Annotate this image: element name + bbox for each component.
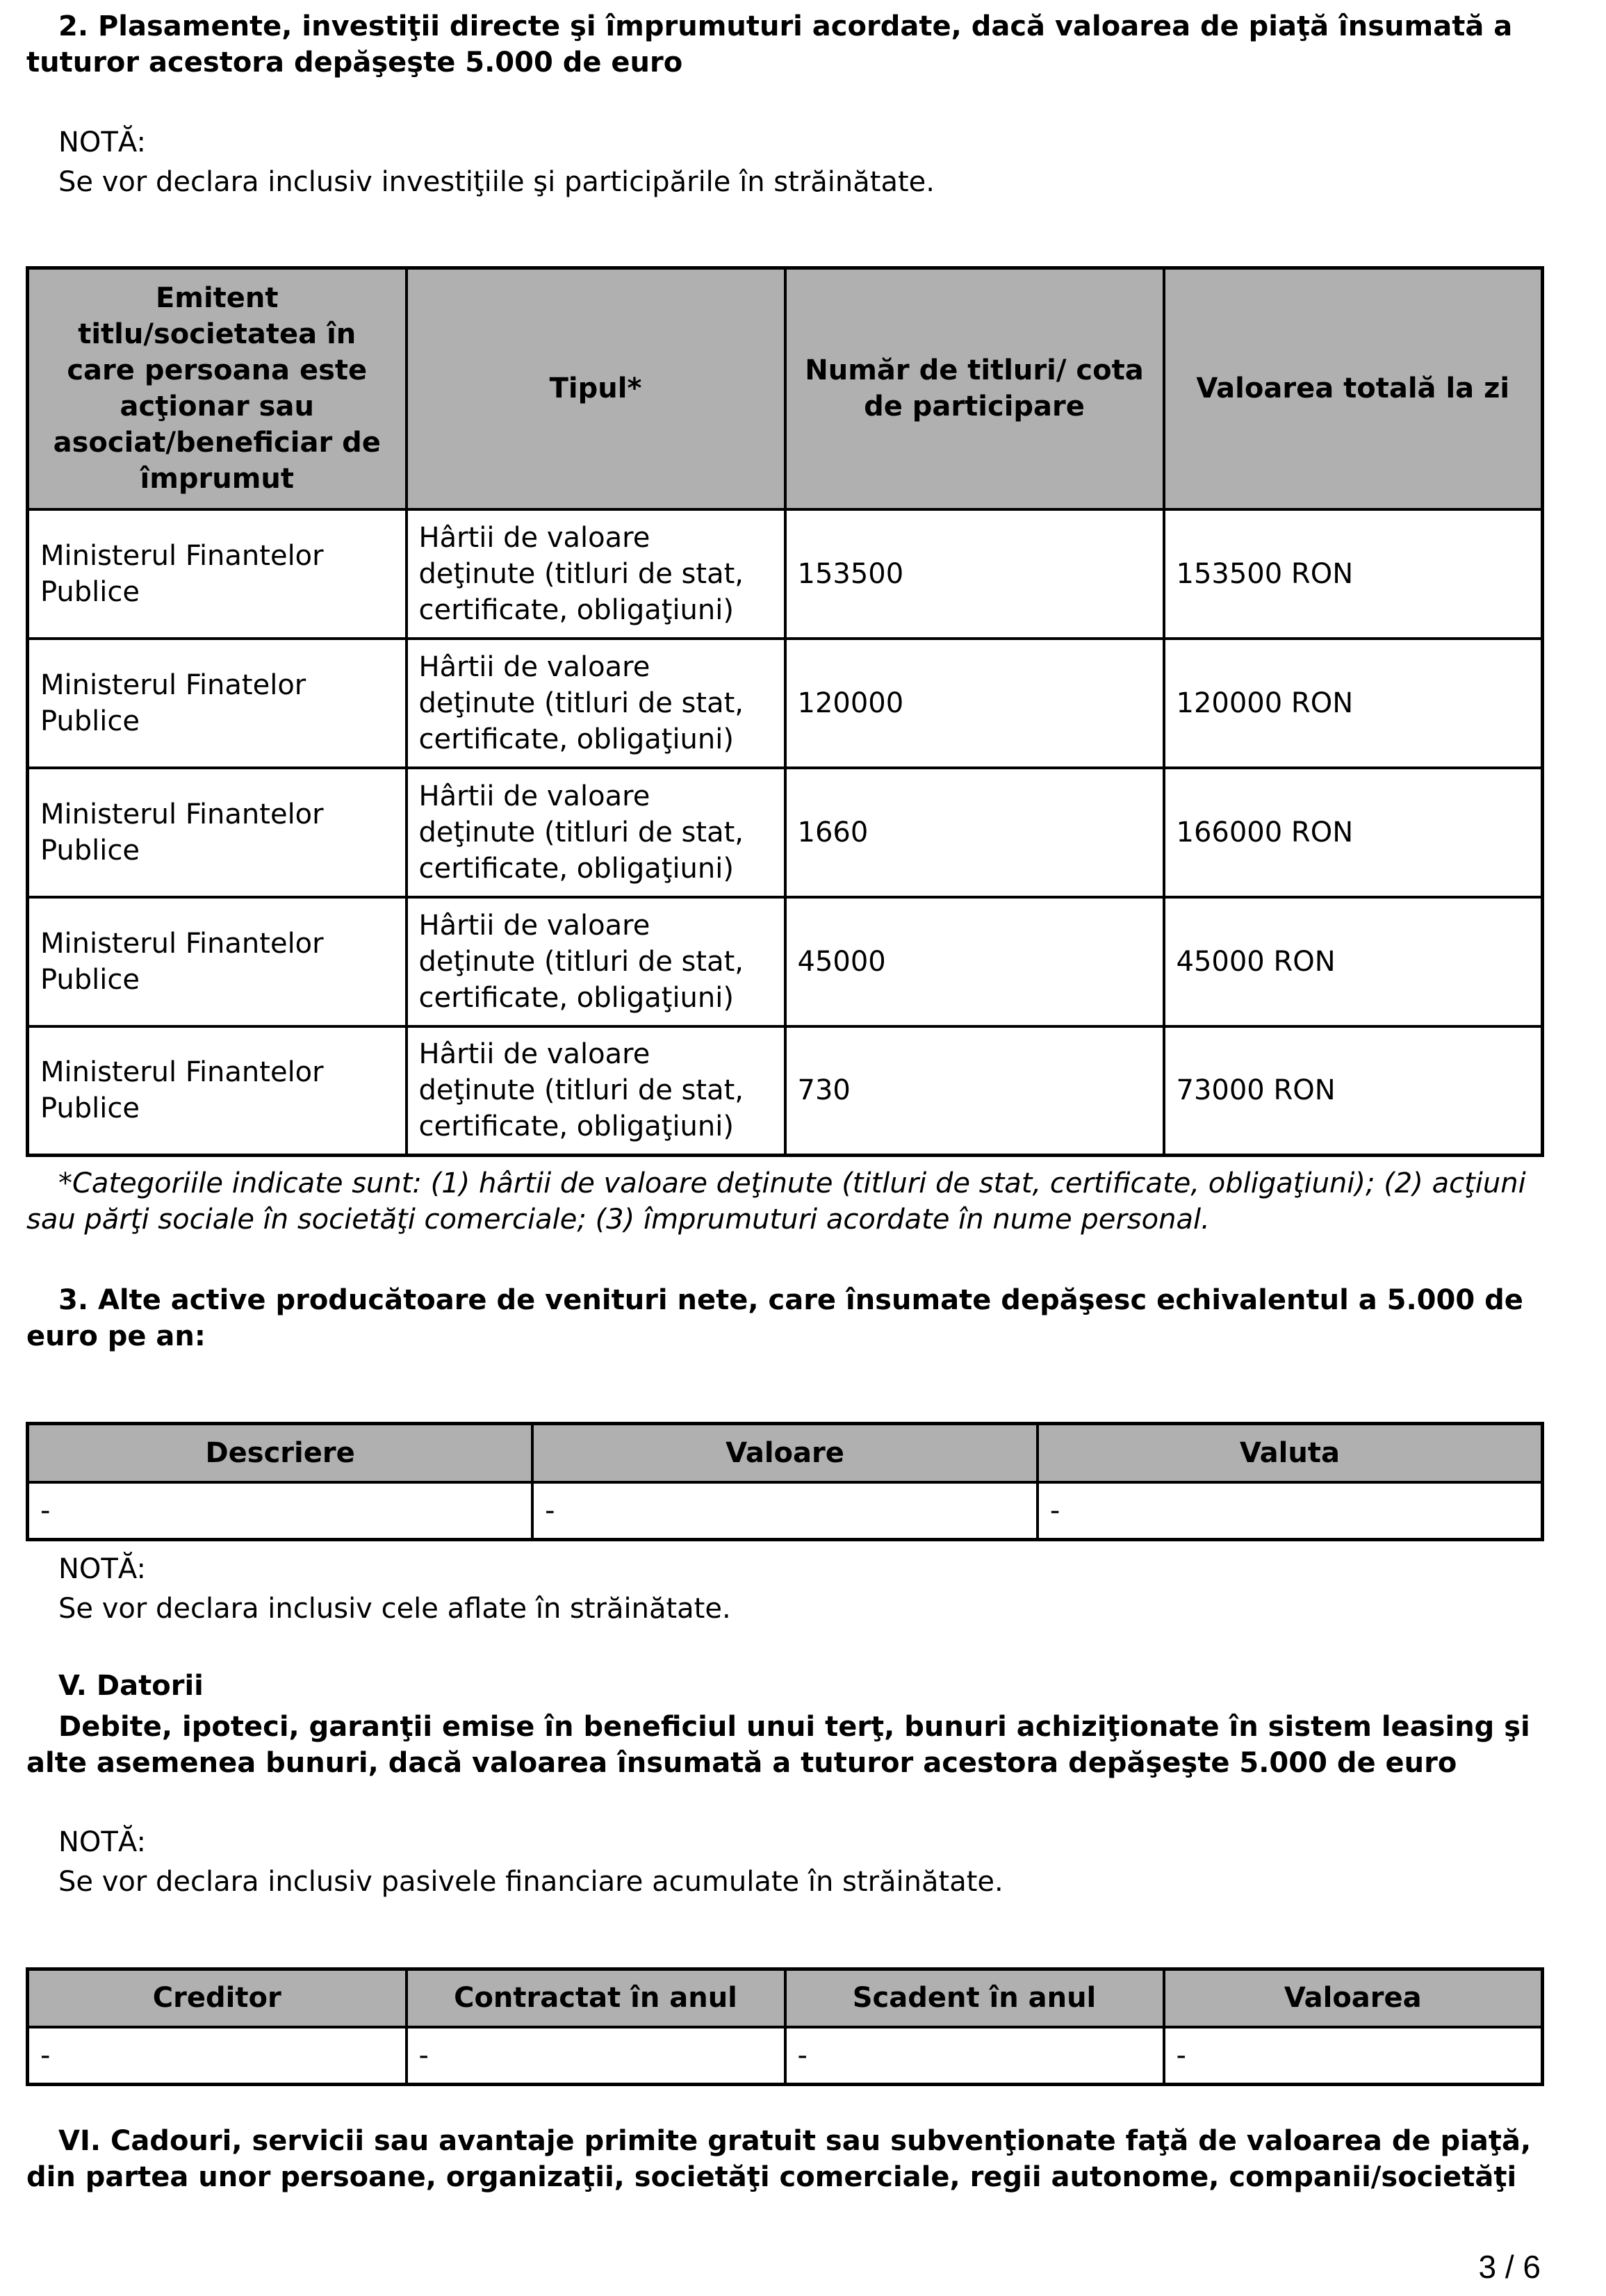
cell-share-count: 45000	[785, 897, 1164, 1026]
cell-issuer: Ministerul Finantelor Publice	[28, 768, 407, 897]
column-header-share-count: Număr de titluri/ cota de participare	[785, 268, 1164, 509]
column-header-issuer: Emitent titlu/societatea în care persoana este acţionar sau asociat/beneficiar de împrumut	[28, 268, 407, 509]
cell-type: Hârtii de valoare deţinute (titluri de stat, certificate, obligaţiuni)	[407, 1026, 785, 1156]
debts-table	[26, 1967, 1544, 2086]
note-label: NOTĂ:	[58, 1826, 146, 1858]
cell-issuer: Ministerul Finatelor Publice	[28, 639, 407, 768]
section-5-title: V. Datorii	[58, 1670, 204, 1702]
cell-description: -	[28, 1482, 533, 1540]
table-row	[28, 1026, 1543, 1156]
categories-footnote: *Categoriile indicate sunt: (1) hârtii de valoare deţinute (titluri de stat, certificate, obligaţiuni); (2) acţiuni sau părţi sociale în societăţi comerciale; (3) împrumuturi acordate în nume personal.	[26, 1167, 1526, 1236]
note-label: NOTĂ:	[58, 1553, 146, 1585]
table-row	[28, 2027, 1543, 2085]
cell-share-count: 1660	[785, 768, 1164, 897]
table-header-row	[28, 268, 1543, 509]
cell-share-count: 730	[785, 1026, 1164, 1156]
column-header-creditor: Creditor	[28, 1969, 407, 2027]
column-header-type: Tipul*	[407, 268, 785, 509]
cell-issuer: Ministerul Finantelor Publice	[28, 509, 407, 639]
note-label: NOTĂ:	[58, 126, 146, 158]
table-row	[28, 897, 1543, 1026]
table-header-row	[28, 1969, 1543, 2027]
table-row	[28, 768, 1543, 897]
cell-value: -	[532, 1482, 1038, 1540]
other-assets-table	[26, 1422, 1544, 1541]
cell-type: Hârtii de valoare deţinute (titluri de stat, certificate, obligaţiuni)	[407, 768, 785, 897]
cell-issuer: Ministerul Finantelor Publice	[28, 897, 407, 1026]
column-header-description: Descriere	[28, 1424, 533, 1482]
cell-contracted-year: -	[407, 2027, 785, 2085]
cell-due-year: -	[785, 2027, 1164, 2085]
section-2-note	[58, 123, 1539, 202]
column-header-due-year: Scadent în anul	[785, 1969, 1164, 2027]
note-text: Se vor declara inclusiv pasivele financiare acumulate în străinătate.	[58, 1866, 1003, 1898]
cell-amount: -	[1164, 2027, 1543, 2085]
column-header-currency: Valuta	[1038, 1424, 1543, 1482]
table-header-row	[28, 1424, 1543, 1482]
column-header-amount: Valoarea	[1164, 1969, 1543, 2027]
cell-share-count: 120000	[785, 639, 1164, 768]
cell-type: Hârtii de valoare deţinute (titluri de stat, certificate, obligaţiuni)	[407, 639, 785, 768]
note-text: Se vor declara inclusiv cele aflate în străinătate.	[58, 1593, 731, 1625]
column-header-value: Valoare	[532, 1424, 1038, 1482]
section-5-note	[58, 1823, 1539, 1902]
section-2-heading: 2. Plasamente, investiţii directe şi împrumuturi acordate, dacă valoarea de piaţă însumată a tuturor acestora depăşeşte 5.000 de euro	[26, 10, 1513, 79]
cell-type: Hârtii de valoare deţinute (titluri de stat, certificate, obligaţiuni)	[407, 509, 785, 639]
section-3-note	[58, 1550, 1539, 1629]
investments-table	[26, 266, 1544, 1157]
column-header-total-value: Valoarea totală la zi	[1164, 268, 1543, 509]
section-3-heading: 3. Alte active producătoare de venituri nete, care însumate depăşesc echivalentul a 5.000 de euro pe an:	[26, 1284, 1523, 1352]
note-text: Se vor declara inclusiv investiţiile şi participările în străinătate.	[58, 166, 935, 198]
section-6-heading: VI. Cadouri, servicii sau avantaje primite gratuit sau subvenţionate faţă de valoarea de piaţă, din partea unor persoane, organizaţii, societăţi comerciale, regii autonome, companii/societăţi	[26, 2125, 1532, 2193]
cell-creditor: -	[28, 2027, 407, 2085]
table-row	[28, 1482, 1543, 1540]
cell-total-value: 120000 RON	[1164, 639, 1543, 768]
cell-total-value: 166000 RON	[1164, 768, 1543, 897]
cell-total-value: 153500 RON	[1164, 509, 1543, 639]
cell-total-value: 45000 RON	[1164, 897, 1543, 1026]
table-row	[28, 509, 1543, 639]
column-header-contracted-year: Contractat în anul	[407, 1969, 785, 2027]
cell-type: Hârtii de valoare deţinute (titluri de stat, certificate, obligaţiuni)	[407, 897, 785, 1026]
page-number: 3 / 6	[1478, 2249, 1541, 2285]
cell-share-count: 153500	[785, 509, 1164, 639]
table-row	[28, 639, 1543, 768]
cell-issuer: Ministerul Finantelor Publice	[28, 1026, 407, 1156]
cell-total-value: 73000 RON	[1164, 1026, 1543, 1156]
cell-currency: -	[1038, 1482, 1543, 1540]
section-5-heading: Debite, ipoteci, garanţii emise în beneficiul unui terţ, bunuri achiziţionate în sistem leasing şi alte asemenea bunuri, dacă valoarea însumată a tuturor acestora depăşeşte 5.000 de euro	[26, 1711, 1530, 1779]
